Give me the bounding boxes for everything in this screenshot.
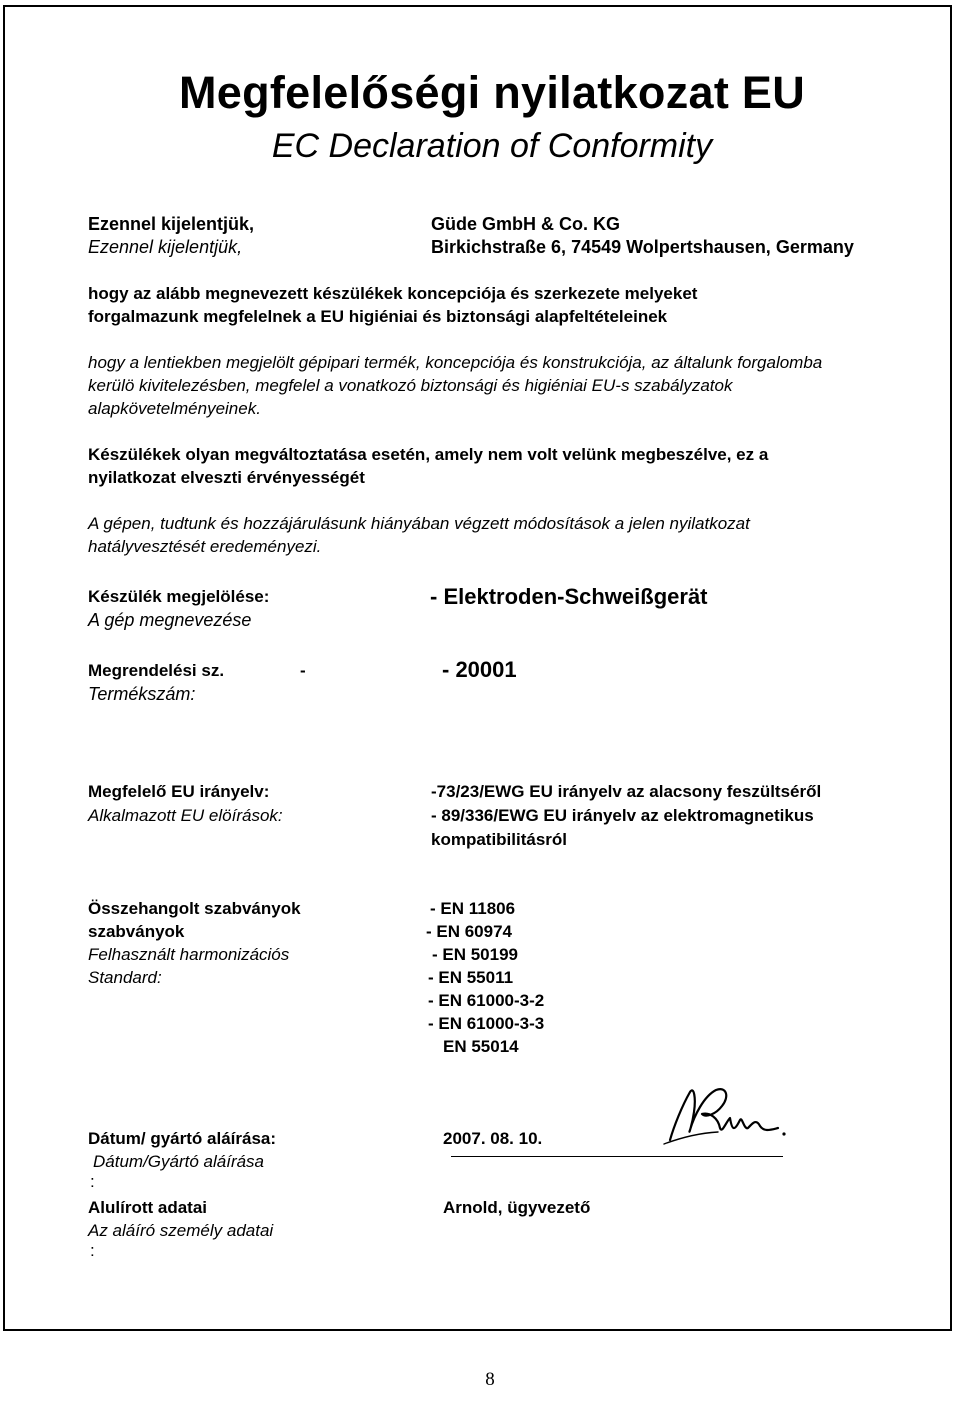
- signature-line: [451, 1156, 783, 1157]
- declarant-label-italic: Ezennel kijelentjük,: [88, 237, 243, 257]
- standard-item: EN 55014: [443, 1037, 519, 1056]
- standards-label-italic: Felhasznált harmonizációs: [88, 945, 290, 964]
- order-label-italic: Termékszám:: [88, 684, 196, 704]
- declarant-label: Ezennel kijelentjük,: [88, 214, 255, 234]
- colon-mark: :: [90, 1241, 95, 1260]
- paragraph-4-line-1: A gépen, tudtunk és hozzájárulásunk hiányában végzett módosítások a jelen nyilatkozat: [88, 514, 750, 533]
- company-name: Güde GmbH & Co. KG: [431, 214, 620, 234]
- page-number: 8: [485, 1369, 495, 1390]
- order-label: Megrendelési sz.: [88, 661, 225, 680]
- page-title: Megfelelőségi nyilatkozat EU: [178, 67, 806, 118]
- paragraph-2-line-1: hogy a lentiekben megjelölt gépipari termék, koncepciója és konstrukciója, az általunk forgalomba: [88, 353, 823, 372]
- date-value: 2007. 08. 10.: [443, 1129, 543, 1148]
- directive-line-3: kompatibilitásról: [431, 830, 568, 849]
- order-value: - 20001: [442, 657, 517, 682]
- paragraph-3-line-2: nyilatkozat elveszti érvényességét: [88, 468, 365, 487]
- device-label: Készülék megjelölése:: [88, 587, 270, 606]
- colon-mark: :: [90, 1172, 95, 1191]
- signature-image: [660, 1078, 790, 1148]
- standards-label-2: szabványok: [88, 922, 185, 941]
- standards-label-italic-2: Standard:: [88, 968, 162, 987]
- date-label: Dátum/ gyártó aláírása:: [88, 1129, 277, 1148]
- signer-value: Arnold, ügyvezető: [443, 1198, 591, 1217]
- device-value: - Elektroden-Schweißgerät: [430, 584, 708, 609]
- directive-label: Megfelelő EU irányelv:: [88, 782, 270, 801]
- standard-item: - EN 61000-3-3: [428, 1014, 545, 1033]
- standard-item: - EN 61000-3-2: [428, 991, 545, 1010]
- paragraph-1-line-2: forgalmazunk megfelelnek a EU higiéniai és biztonsági alapfeltételeinek: [88, 307, 668, 326]
- standard-item: - EN 50199: [432, 945, 518, 964]
- order-dash: -: [300, 661, 306, 680]
- standard-item: - EN 11806: [430, 899, 516, 918]
- directive-line-1: -73/23/EWG EU irányelv az alacsony feszültséről: [431, 782, 822, 801]
- date-label-italic: Dátum/Gyártó aláírása: [93, 1152, 265, 1171]
- directive-line-2: - 89/336/EWG EU irányelv az elektromagnetikus: [431, 806, 814, 825]
- paragraph-4-line-2: hatályvesztését eredeményezi.: [88, 537, 322, 556]
- page-subtitle: EC Declaration of Conformity: [271, 127, 713, 165]
- standard-item: - EN 55011: [428, 968, 514, 987]
- standards-label: Összehangolt szabványok: [88, 899, 301, 918]
- paragraph-2-line-2: kerülö kivitelezésben, megfelel a vonatkozó biztonsági és higiéniai EU-s szabályzatok: [88, 376, 733, 395]
- paragraph-1-line-1: hogy az alább megnevezett készülékek koncepciója és szerkezete melyeket: [88, 284, 698, 303]
- company-address: Birkichstraße 6, 74549 Wolpertshausen, Germany: [431, 237, 854, 257]
- device-label-italic: A gép megnevezése: [88, 610, 252, 630]
- directive-label-italic: Alkalmazott EU elöírások:: [88, 806, 283, 825]
- paragraph-2-line-3: alapkövetelményeinek.: [88, 399, 261, 418]
- standard-item: - EN 60974: [426, 922, 512, 941]
- signer-label-italic: Az aláíró személy adatai: [88, 1221, 274, 1240]
- paragraph-3-line-1: Készülékek olyan megváltoztatása esetén, amely nem volt velünk megbeszélve, ez a: [88, 445, 769, 464]
- signer-label: Alulírott adatai: [88, 1198, 208, 1217]
